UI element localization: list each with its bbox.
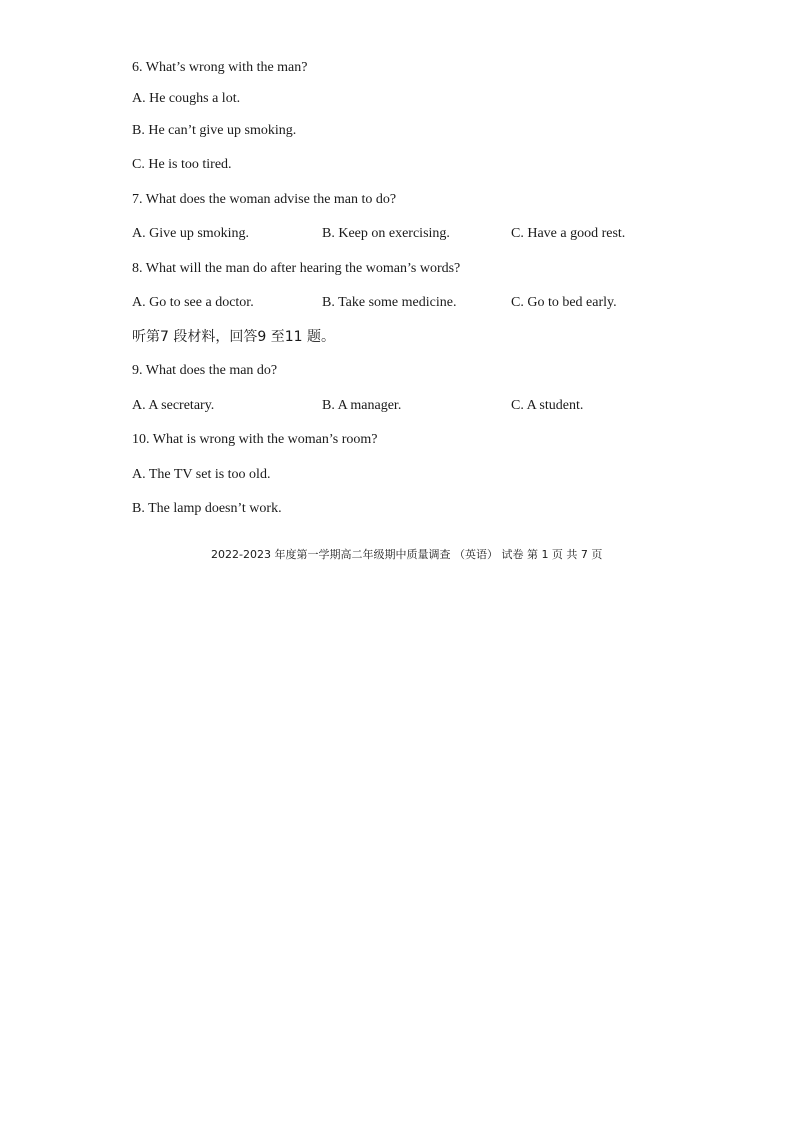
question-9-stem: 9. What does the man do? [132, 363, 278, 378]
question-7-option-a: A. Give up smoking. [132, 226, 250, 241]
question-7-option-b: B. Keep on exercising. [322, 226, 450, 241]
question-8-option-b: B. Take some medicine. [322, 295, 457, 310]
question-10-option-b: B. The lamp doesn’t work. [132, 501, 282, 516]
question-8-option-a: A. Go to see a doctor. [132, 295, 254, 310]
section-instruction: 听第7 段材料，回答9 至11 题。 [132, 329, 335, 345]
question-6-option-c: C. He is too tired. [132, 157, 232, 172]
page-footer: 2022-2023 年度第一学期高二年级期中质量调查 （英语） 试卷 第 1 页 共 7 页 [211, 548, 603, 561]
question-6-option-a: A. He coughs a lot. [132, 91, 241, 106]
question-10-stem: 10. What is wrong with the woman’s room? [132, 432, 378, 447]
question-9-option-c: C. A student. [511, 398, 584, 413]
question-7-stem: 7. What does the woman advise the man to do? [132, 192, 397, 207]
question-9-option-b: B. A manager. [322, 398, 402, 413]
question-6-option-b: B. He can’t give up smoking. [132, 123, 297, 138]
question-7-option-c: C. Have a good rest. [511, 226, 626, 241]
question-8-option-c: C. Go to bed early. [511, 295, 617, 310]
question-9-option-a: A. A secretary. [132, 398, 215, 413]
question-6-stem: 6. What’s wrong with the man? [132, 60, 308, 75]
question-8-stem: 8. What will the man do after hearing the woman’s words? [132, 261, 461, 276]
question-10-option-a: A. The TV set is too old. [132, 467, 271, 482]
